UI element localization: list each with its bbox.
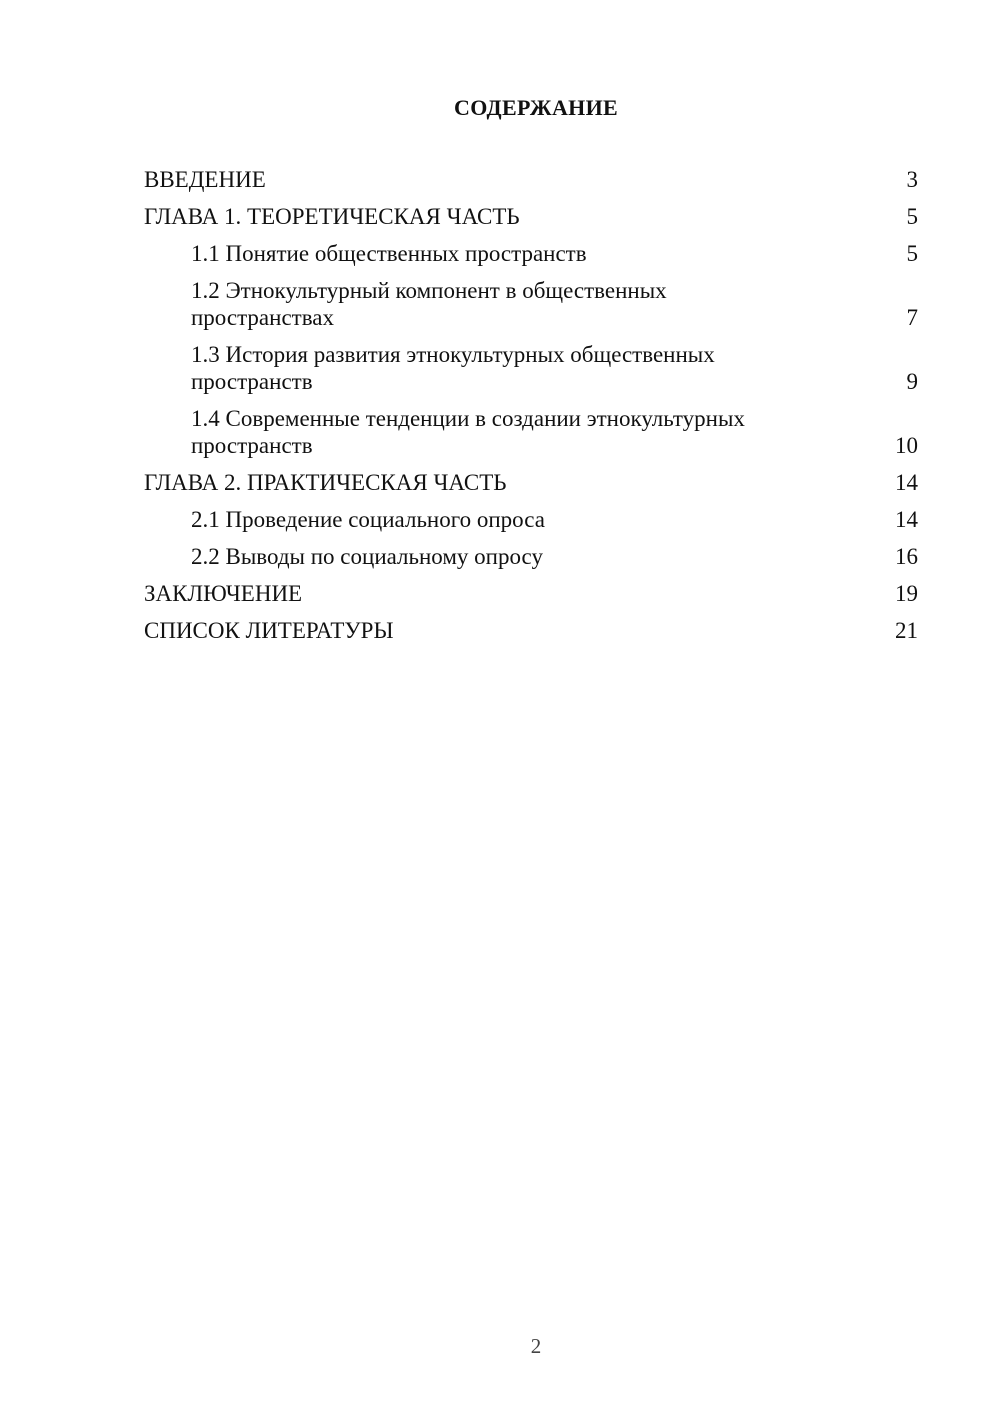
toc-entry-page: 5: [906, 241, 918, 266]
toc-entry-conclusion[interactable]: [144, 580, 918, 607]
toc-entry-page: 16: [895, 544, 918, 569]
toc-entry-label: 2.1 Проведение социального опроса: [191, 507, 545, 532]
page-number: 2: [530, 1334, 542, 1358]
toc-entry-chapter-1[interactable]: [144, 203, 918, 230]
toc-entry-page: 5: [906, 204, 918, 229]
toc-entry-page: 9: [906, 369, 918, 394]
toc-entry-page: 7: [906, 305, 918, 330]
toc-entry-label: СПИСОК ЛИТЕРАТУРЫ: [144, 618, 394, 643]
toc-entry-section-2-2[interactable]: [144, 543, 918, 570]
toc-entry-label: 1.3 История развития этнокультурных общественных пространств: [191, 342, 715, 394]
table-of-contents: [144, 166, 918, 654]
toc-entry-page: 21: [895, 618, 918, 643]
toc-entry-page: 3: [906, 167, 918, 192]
toc-entry-section-2-1[interactable]: [144, 506, 918, 533]
toc-entry-page: 14: [895, 507, 918, 532]
toc-entry-introduction[interactable]: [144, 166, 918, 193]
page-title: СОДЕРЖАНИЕ: [454, 95, 618, 120]
toc-entry-references[interactable]: [144, 617, 918, 644]
toc-entry-label: ГЛАВА 1. ТЕОРЕТИЧЕСКАЯ ЧАСТЬ: [144, 204, 520, 229]
toc-entry-label: ГЛАВА 2. ПРАКТИЧЕСКАЯ ЧАСТЬ: [144, 470, 507, 495]
toc-entry-page: 19: [895, 581, 918, 606]
toc-entry-label: 1.4 Современные тенденции в создании этнокультурных пространств: [191, 406, 745, 458]
toc-entry-section-1-3[interactable]: [144, 341, 918, 395]
toc-entry-label: 1.1 Понятие общественных пространств: [191, 241, 587, 266]
toc-entry-section-1-1[interactable]: [144, 240, 918, 267]
toc-entry-page: 10: [895, 433, 918, 458]
toc-entry-label: 2.2 Выводы по социальному опросу: [191, 544, 543, 569]
toc-entry-label: ВВЕДЕНИЕ: [144, 167, 266, 192]
toc-entry-label: ЗАКЛЮЧЕНИЕ: [144, 581, 303, 606]
toc-entry-section-1-4[interactable]: [144, 405, 918, 459]
toc-entry-chapter-2[interactable]: [144, 469, 918, 496]
toc-entry-section-1-2[interactable]: [144, 277, 918, 331]
toc-entry-page: 14: [895, 470, 918, 495]
toc-entry-label: 1.2 Этнокультурный компонент в общественных пространствах: [191, 278, 667, 330]
